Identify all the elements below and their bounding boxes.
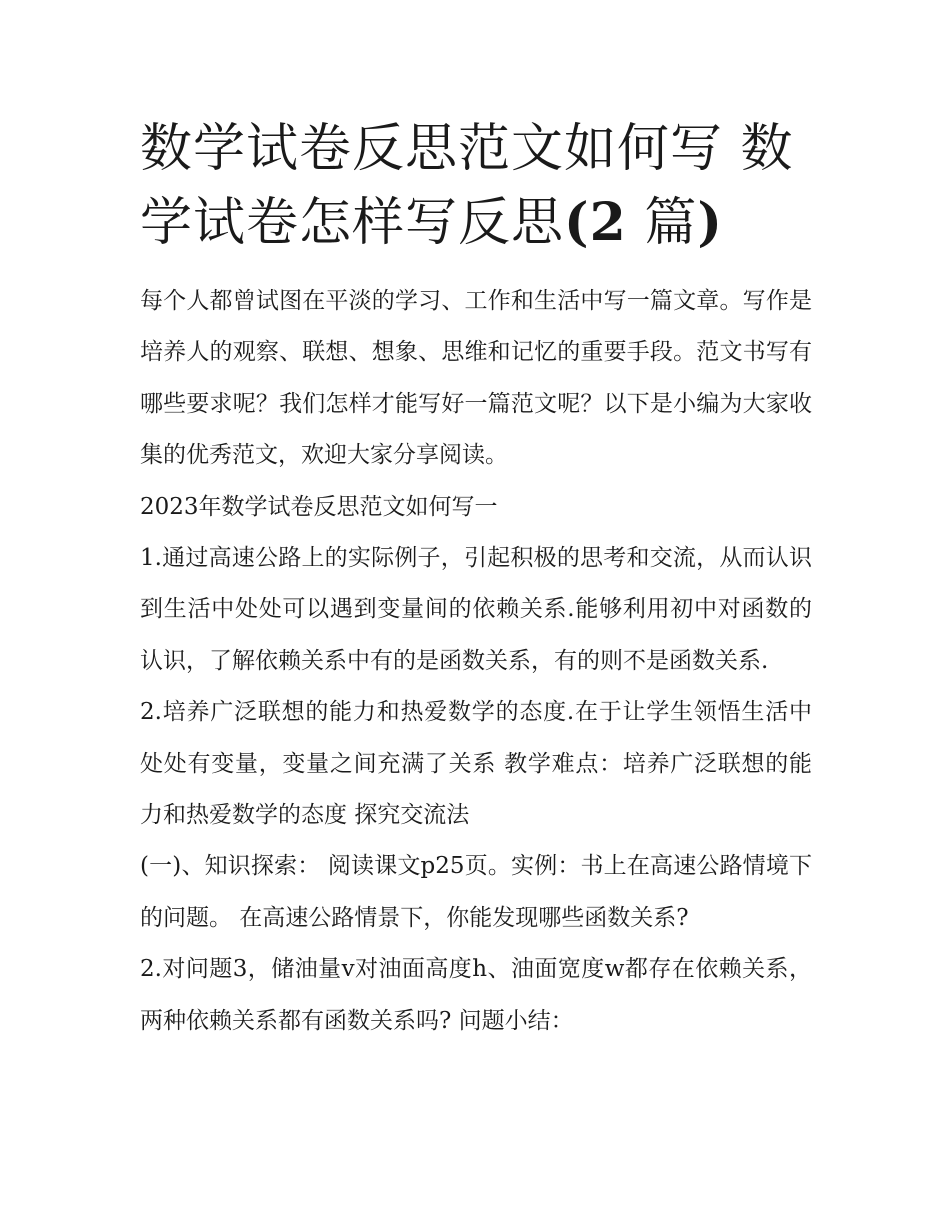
paragraph-goal-1: 1.通过高速公路上的实际例子，引起积极的思考和交流，从而认识到生活中处处可以遇到变量间的依赖关系.能够利用初中对函数的认识，了解依赖关系中有的是函数关系，有的则不是函数关系. — [140, 545, 812, 674]
title-count-open: (2 — [564, 192, 627, 253]
paragraph-goal-2: 2.培养广泛联想的能力和热爱数学的态度.在于让学生领悟生活中处处有变量，变量之间充满了关系 教学难点：培养广泛联想的能力和热爱数学的态度 探究交流法 — [140, 699, 812, 829]
document-page — [140, 112, 812, 1047]
paragraph-question-3: 2.对问题3，储油量v对油面高度h、油面宽度w都存在依赖关系，两种依赖关系都有函数关系吗? 问题小结： — [140, 956, 812, 1034]
intro-paragraph: 每个人都曾试图在平淡的学习、工作和生活中写一篇文章。写作是培养人的观察、联想、想象、思维和记忆的重要手段。范文书写有哪些要求呢？我们怎样才能写好一篇范文呢？以下是小编为大家收集的优秀范文，欢迎大家分享阅读。 — [140, 288, 812, 469]
title-count-close: ) — [697, 192, 723, 253]
paragraph-knowledge-explore: (一)、知识探索： 阅读课文p25页。实例：书上在高速公路情境下的问题。 在高速公路情景下，你能发现哪些函数关系? — [140, 853, 812, 931]
title-count-unit: 篇 — [644, 193, 698, 253]
document-title — [140, 112, 812, 260]
title-text-main: 数学试卷反思范文如何写 数学试卷怎样写反思 — [140, 119, 794, 253]
section-heading: 2023年数学试卷反思范文如何写一 — [140, 493, 498, 520]
